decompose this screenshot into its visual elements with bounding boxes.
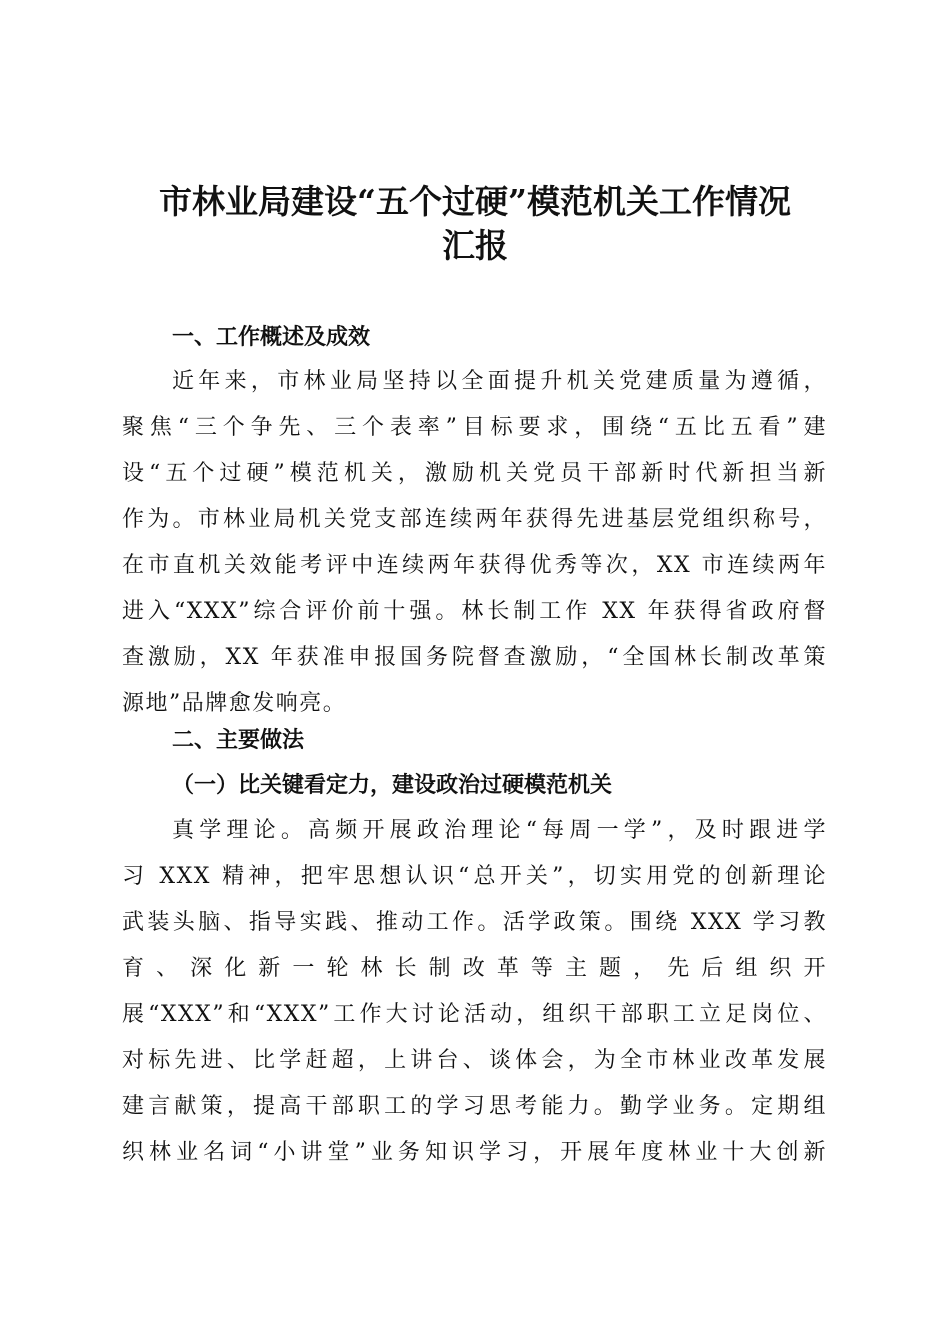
paragraph-line: 真学理论。高频开展政治理论“每周一学”，及时跟进学 xyxy=(172,818,827,843)
paragraph-line: 作为。市林业局机关党支部连续两年获得先进基层党组织称号， xyxy=(122,507,827,532)
section-heading-main-practices: 二、主要做法 xyxy=(172,728,305,753)
paragraph-line: 展“XXX”和“XXX”工作大讨论活动，组织干部职工立足岗位、 xyxy=(122,1002,827,1027)
paragraph-line: 查激励，XX 年获准申报国务院督查激励，“全国林长制改革策 xyxy=(122,645,827,670)
paragraph-line: 源地”品牌愈发响亮。 xyxy=(122,691,347,716)
document-title-line-1: 市林业局建设“五个过硬”模范机关工作情况 xyxy=(159,182,791,221)
paragraph-line: 习 XXX 精神，把牢思想认识“总开关”，切实用党的创新理论 xyxy=(122,864,827,889)
section-heading-overview: 一、工作概述及成效 xyxy=(172,325,371,350)
paragraph-line: 进入“XXX”综合评价前十强。林长制工作 XX 年获得省政府督 xyxy=(122,599,827,624)
paragraph-line: 聚焦“三个争先、三个表率”目标要求，围绕“五比五看”建 xyxy=(122,415,827,440)
paragraph-line: 设“五个过硬”模范机关，激励机关党员干部新时代新担当新 xyxy=(122,461,827,486)
paragraph-line: 在市直机关效能考评中连续两年获得优秀等次，XX 市连续两年 xyxy=(122,553,827,578)
paragraph-political xyxy=(122,808,827,1176)
paragraph-line: 育、深化新一轮林长制改革等主题，先后组织开 xyxy=(122,956,827,981)
paragraph-line: 武装头脑、指导实践、推动工作。活学政策。围绕 XXX 学习教 xyxy=(122,910,827,935)
paragraph-overview xyxy=(122,359,827,727)
document-title-line-2: 汇报 xyxy=(442,226,508,265)
subsection-heading-political: （一）比关键看定力，建设政治过硬模范机关 xyxy=(172,772,613,798)
paragraph-line: 织林业名词“小讲堂”业务知识学习，开展年度林业十大创新 xyxy=(122,1140,827,1165)
paragraph-line: 对标先进、比学赶超，上讲台、谈体会，为全市林业改革发展 xyxy=(122,1048,827,1073)
paragraph-line: 建言献策，提高干部职工的学习思考能力。勤学业务。定期组 xyxy=(122,1094,827,1119)
paragraph-line: 近年来，市林业局坚持以全面提升机关党建质量为遵循， xyxy=(172,369,827,394)
